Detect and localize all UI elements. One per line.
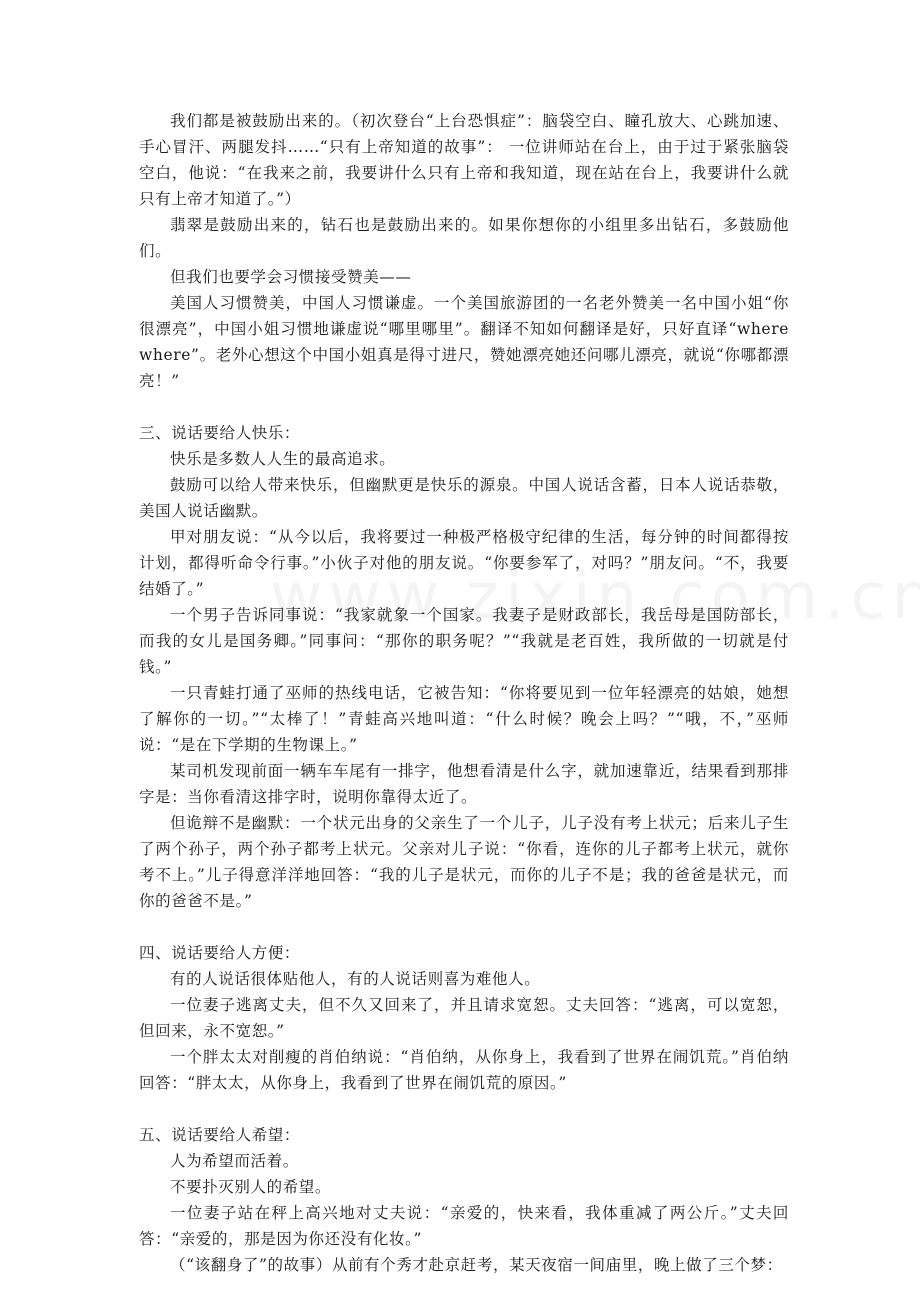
paragraph-happiness-pursuit: 快乐是多数人人生的最高追求。 <box>170 450 396 468</box>
paragraph-family-country-joke: 一个男子告诉同事说：“我家就象一个国家。我妻子是财政部长，我岳母是国防部长，而我的女儿是国务卿。”同事问：“那你的职务呢？”“我就是老百姓，我所做的一切就是付钱。” <box>139 606 789 676</box>
paragraph-accept-praise: 但我们也要学会习惯接受赞美—— <box>170 268 412 286</box>
paragraph-encouragement-intro: 我们都是被鼓励出来的。（初次登台“上台恐惧症”：脑袋空白、瞳孔放大、心跳加速、手心冒汗、两腿发抖……“只有上帝知道的故事”： 一位讲师站在台上，由于过于紧张脑袋空白，他说：“在我来之前，我要讲什么只有上帝和我知道，现在站在台上，我要讲什么就只有上帝才知道了。”） <box>139 112 789 208</box>
document-body <box>139 108 789 1278</box>
paragraph-humor-source: 鼓励可以给人带来快乐，但幽默更是快乐的源泉。中国人说话含蓄，日本人说话恭敬，美国人说话幽默。 <box>139 476 789 520</box>
paragraph-scholar-story: （“该翻身了”的故事）从前有个秀才赴京赶考，某天夜宿一间庙里，晚上做了三个梦： <box>170 1256 783 1274</box>
paragraph-driver-joke: 某司机发现前面一辆车车尾有一排字，他想看清是什么字，就加速靠近，结果看到那排字是：当你看清这排字时，说明你靠得太近了。 <box>139 762 789 806</box>
paragraph-live-for-hope: 人为希望而活着。 <box>170 1152 299 1170</box>
paragraph-considerate-speech: 有的人说话很体贴他人，有的人说话则喜为难他人。 <box>170 970 541 988</box>
section-heading-convenience: 四、说话要给人方便： <box>139 944 301 962</box>
paragraph-shaw-famine: 一个胖太太对削瘦的肖伯纳说：“肖伯纳，从你身上，我看到了世界在闹饥荒。”肖伯纳回答：“胖太太，从你身上，我看到了世界在闹饥荒的原因。” <box>139 1048 789 1092</box>
paragraph-dont-extinguish-hope: 不要扑灭别人的希望。 <box>170 1178 332 1196</box>
paragraph-frog-joke: 一只青蛙打通了巫师的热线电话，它被告知：“你将要见到一位年轻漂亮的姑娘，她想了解你的一切。”“太棒了！”青蛙高兴地叫道：“什么时候？晚会上吗？”“哦，不，”巫师说：“是在下学期的生物课上。” <box>139 684 789 754</box>
paragraph-marriage-joke: 甲对朋友说：“从今以后，我将要过一种极严格极守纪律的生活，每分钟的时间都得按计划，都得听命令行事。”小伙子对他的朋友说。“你要参军了，对吗？”朋友问。“不，我要结婚了。” <box>139 528 789 598</box>
section-heading-hope: 五、说话要给人希望： <box>139 1126 301 1144</box>
paragraph-where-where: 美国人习惯赞美，中国人习惯谦虚。一个美国旅游团的一名老外赞美一名中国小姐“你很漂亮”，中国小姐习惯地谦虚说“哪里哪里”。翻译不知如何翻译是好，只好直译“where where”。老外心想这个中国小姐真是得寸进尺，赞她漂亮她还问哪儿漂亮，就说“你哪都漂亮！” <box>139 294 789 390</box>
paragraph-sophistry: 但诡辩不是幽默：一个状元出身的父亲生了一个儿子，儿子没有考上状元；后来儿子生了两个孙子，两个孙子都考上状元。父亲对儿子说：“你看，连你的儿子都考上状元，就你考不上。”儿子得意洋洋地回答：“我的儿子是状元，而你的儿子不是；我的爸爸是状元，而你的爸爸不是。” <box>139 814 789 910</box>
section-heading-happiness: 三、说话要给人快乐： <box>139 424 301 442</box>
paragraph-scale-joke: 一位妻子站在秤上高兴地对丈夫说：“亲爱的，快来看，我体重减了两公斤。”丈夫回答：“亲爱的，那是因为你还没有化妆。” <box>139 1204 789 1248</box>
paragraph-wife-forgiveness: 一位妻子逃离丈夫，但不久又回来了，并且请求宽恕。丈夫回答：“逃离，可以宽恕，但回来，永不宽恕。” <box>139 996 789 1040</box>
paragraph-jade-diamond: 翡翠是鼓励出来的，钻石也是鼓励出来的。如果你想你的小组里多出钻石，多鼓励他们。 <box>139 216 789 260</box>
